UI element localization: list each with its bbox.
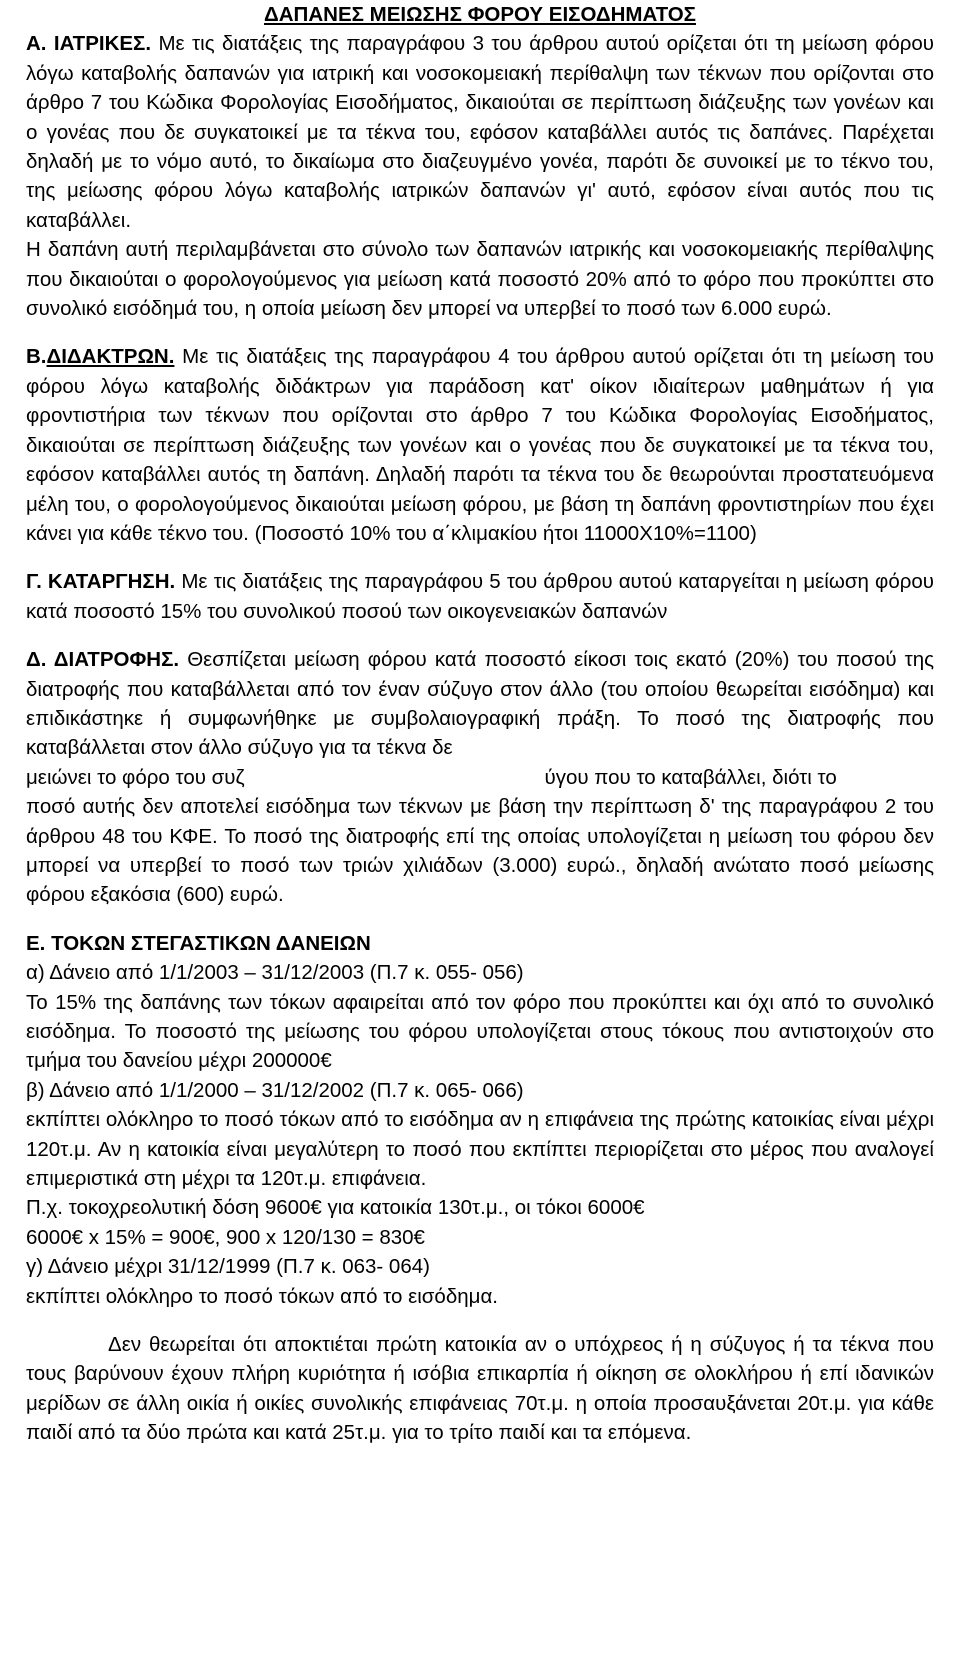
section-a-paragraph-1 bbox=[26, 29, 934, 235]
section-a-heading: Α. ΙΑΤΡΙΚΕΣ. bbox=[26, 32, 152, 56]
section-e-loan-c-text: εκπίπτει ολόκληρο το ποσό τόκων από το εισόδημα. bbox=[26, 1284, 499, 1308]
section-d-split-line bbox=[26, 763, 934, 792]
section-b-text: Με τις διατάξεις της παραγράφου 4 του άρθρου αυτού ορίζεται ότι τη μείωση του φόρου λόγω καταβολής διδάκτρων για παράδοση κατ' οίκον ιδιαίτερων μαθημάτων ή για φροντιστήρια των τέκνων που ορίζονται στο άρθρο 7 του Κώδικα Φορολογίας Εισοδήματος, δικαιούται σε περίπτωση διάζευξης των γονέων και ο γονέας που δε συγκατοικεί με τα τέκνα του, εφόσον καταβάλλει αυτός τη δαπάνη. Δηλαδή παρότι τα τέκνα του δε θεωρούνται προστατευόμενα μέλη του, ο φορολογούμενος δικαιούται μείωση φόρου, με βάση τη δαπάνη φροντιστηρίων που έχει κάνει για κάθε τέκνο του. (Ποσοστό 10% του α΄κλιμακίου ήτοι 11000Χ10%=1100) bbox=[26, 345, 934, 545]
section-c-paragraph bbox=[26, 567, 934, 626]
spacer bbox=[26, 626, 934, 645]
section-e-loan-b-line: β) Δάνειο από 1/1/2000 – 31/12/2002 (Π.7 κ. 065- 066) bbox=[26, 1078, 524, 1102]
section-b-heading-letter: Β. bbox=[26, 345, 47, 369]
section-c-text: Με τις διατάξεις της παραγράφου 5 του άρθρου αυτού καταργείται η μείωση φόρου κατά ποσοστό 15% του συνολικού ποσού των οικογενειακών δαπανών bbox=[26, 570, 934, 623]
section-e-loan-b-text: εκπίπτει ολόκληρο το ποσό τόκων από το εισόδημα αν η επιφάνεια της πρώτης κατοικίας είναι μέχρι 120τ.μ. Αν η κατοικία είναι μεγαλύτερη το ποσό που εκπίπτει περιορίζεται στο μέρος που αναλογεί επιμεριστικά στη μέχρι τα 120τ.μ. επιφάνεια. bbox=[26, 1108, 934, 1191]
spacer bbox=[245, 763, 545, 792]
section-c-heading: Γ. ΚΑΤΑΡΓΗΣΗ. bbox=[26, 570, 176, 594]
section-b-paragraph bbox=[26, 342, 934, 548]
section-d-split-right: ύγου που το καταβάλλει, διότι το bbox=[544, 765, 837, 789]
section-e-example-1: Π.χ. τοκοχρεολυτική δόση 9600€ για κατοικία 130τ.μ., οι τόκοι 6000€ bbox=[26, 1196, 645, 1220]
section-e-example-2: 6000€ x 15% = 900€, 900 x 120/130 = 830€ bbox=[26, 1225, 425, 1249]
section-e-loan-c-line: γ) Δάνειο μέχρι 31/12/1999 (Π.7 κ. 063- 064) bbox=[26, 1255, 430, 1279]
section-d-text-1: Θεσπίζεται μείωση φόρου κατά ποσοστό είκοσι τοις εκατό (20%) του ποσού της διατροφής που καταβάλλεται από τον έναν σύζυγο στον άλλο (του οποίου θεωρείται εισόδημα) και επιδικάστηκε ή συμφωνήθηκε με συμβολαιογραφική πράξη. Το ποσό της διατροφής που καταβάλλεται στον άλλο σύζυγο για τα τέκνα δε bbox=[26, 648, 935, 760]
section-d-heading: Δ. ΔΙΑΤΡΟΦΗΣ. bbox=[26, 648, 180, 672]
spacer bbox=[26, 323, 934, 342]
section-e-loan-a-text: Το 15% της δαπάνης των τόκων αφαιρείται από τον φόρο που προκύπτει και όχι από το συνολικό εισόδημα. Το ποσοστό της μείωσης του φόρου υπολογίζεται στους τόκους που αντιστοιχούν στο τμήμα του δανείου μέχρι 200000€ bbox=[26, 990, 934, 1073]
spacer bbox=[26, 1311, 934, 1330]
section-d-paragraph-2: ποσό αυτής δεν αποτελεί εισόδημα των τέκνων με βάση την περίπτωση δ' της παραγράφου 2 του άρθρου 48 του ΚΦΕ. Το ποσό της διατροφής επί της οποίας υπολογίζεται η μείωση του φόρου δεν μπορεί να υπερβεί το ποσό των τριών χιλιάδων (3.000) ευρώ., δηλαδή ανώτατο ποσό μείωσης φόρου εξακόσια (600) ευρώ. bbox=[26, 795, 934, 907]
section-e-loan-a-line: α) Δάνειο από 1/1/2003 – 31/12/2003 (Π.7 κ. 055- 056) bbox=[26, 961, 524, 985]
section-a-text-1: Με τις διατάξεις της παραγράφου 3 του άρθρου αυτού ορίζεται ότι τη μείωση φόρου λόγω καταβολής δαπανών για ιατρική και νοσοκομειακή περίθαλψη των τέκνων που ορίζονται στο άρθρο 7 του Κώδικα Φορολογίας Εισοδήματος, δικαιούται σε περίπτωση διάζευξης των γονέων και ο γονέας που δε συγκατοικεί με τα τέκνα του, εφόσον καταβάλλει αυτός τις δαπάνες. Παρέχεται δηλαδή με το νόμο αυτό, το δικαίωμα στο διαζευγμένο γονέα, παρότι δε συνοικεί με το τέκνο του, της μείωσης φόρου λόγω καταβολής ιατρικών δαπανών γι' αυτό, εφόσον είναι αυτός που τις καταβάλλει. bbox=[26, 32, 934, 232]
section-a-paragraph-2: Η δαπάνη αυτή περιλαμβάνεται στο σύνολο των δαπανών ιατρικής και νοσοκομειακής περίθαλψης που δικαιούται ο φορολογούμενος για μείωση κατά ποσοστό 20% από το φόρο που προκύπτει στο συνολικό εισόδημά του, η οποία μείωση δεν μπορεί να υπερβεί το ποσό των 6.000 ευρώ. bbox=[26, 238, 934, 321]
spacer bbox=[26, 910, 934, 929]
section-e-heading: Ε. ΤΟΚΩΝ ΣΤΕΓΑΣΤΙΚΩΝ ΔΑΝΕΙΩΝ bbox=[26, 931, 371, 955]
section-d-split-left: μειώνει το φόρο του συζ bbox=[26, 765, 245, 789]
section-b-heading: ΔΙΔΑΚΤΡΩΝ. bbox=[46, 345, 175, 369]
page-title: ΔΑΠΑΝΕΣ ΜΕΙΩΣΗΣ ΦΟΡΟΥ ΕΙΣΟΔΗΜΑΤΟΣ bbox=[264, 3, 696, 26]
section-d-paragraph-1 bbox=[26, 645, 934, 763]
spacer bbox=[26, 548, 934, 567]
section-e-closing: Δεν θεωρείται ότι αποκτιέται πρώτη κατοικία αν ο υπόχρεος ή η σύζυγος ή τα τέκνα που τους βαρύνουν έχουν πλήρη κυριότητα ή ισόβια επικαρπία ή οίκηση σε ολοκλήρου ή επί ιδανικών μερίδων σε άλλη οικία ή οικίες συνολικής επιφάνειας 70τ.μ. η οποία προσαυξάνεται 20τ.μ. για κάθε παιδί από τα δύο πρώτα και κατά 25τ.μ. για το τρίτο παιδί και τα επόμενα. bbox=[26, 1333, 934, 1445]
